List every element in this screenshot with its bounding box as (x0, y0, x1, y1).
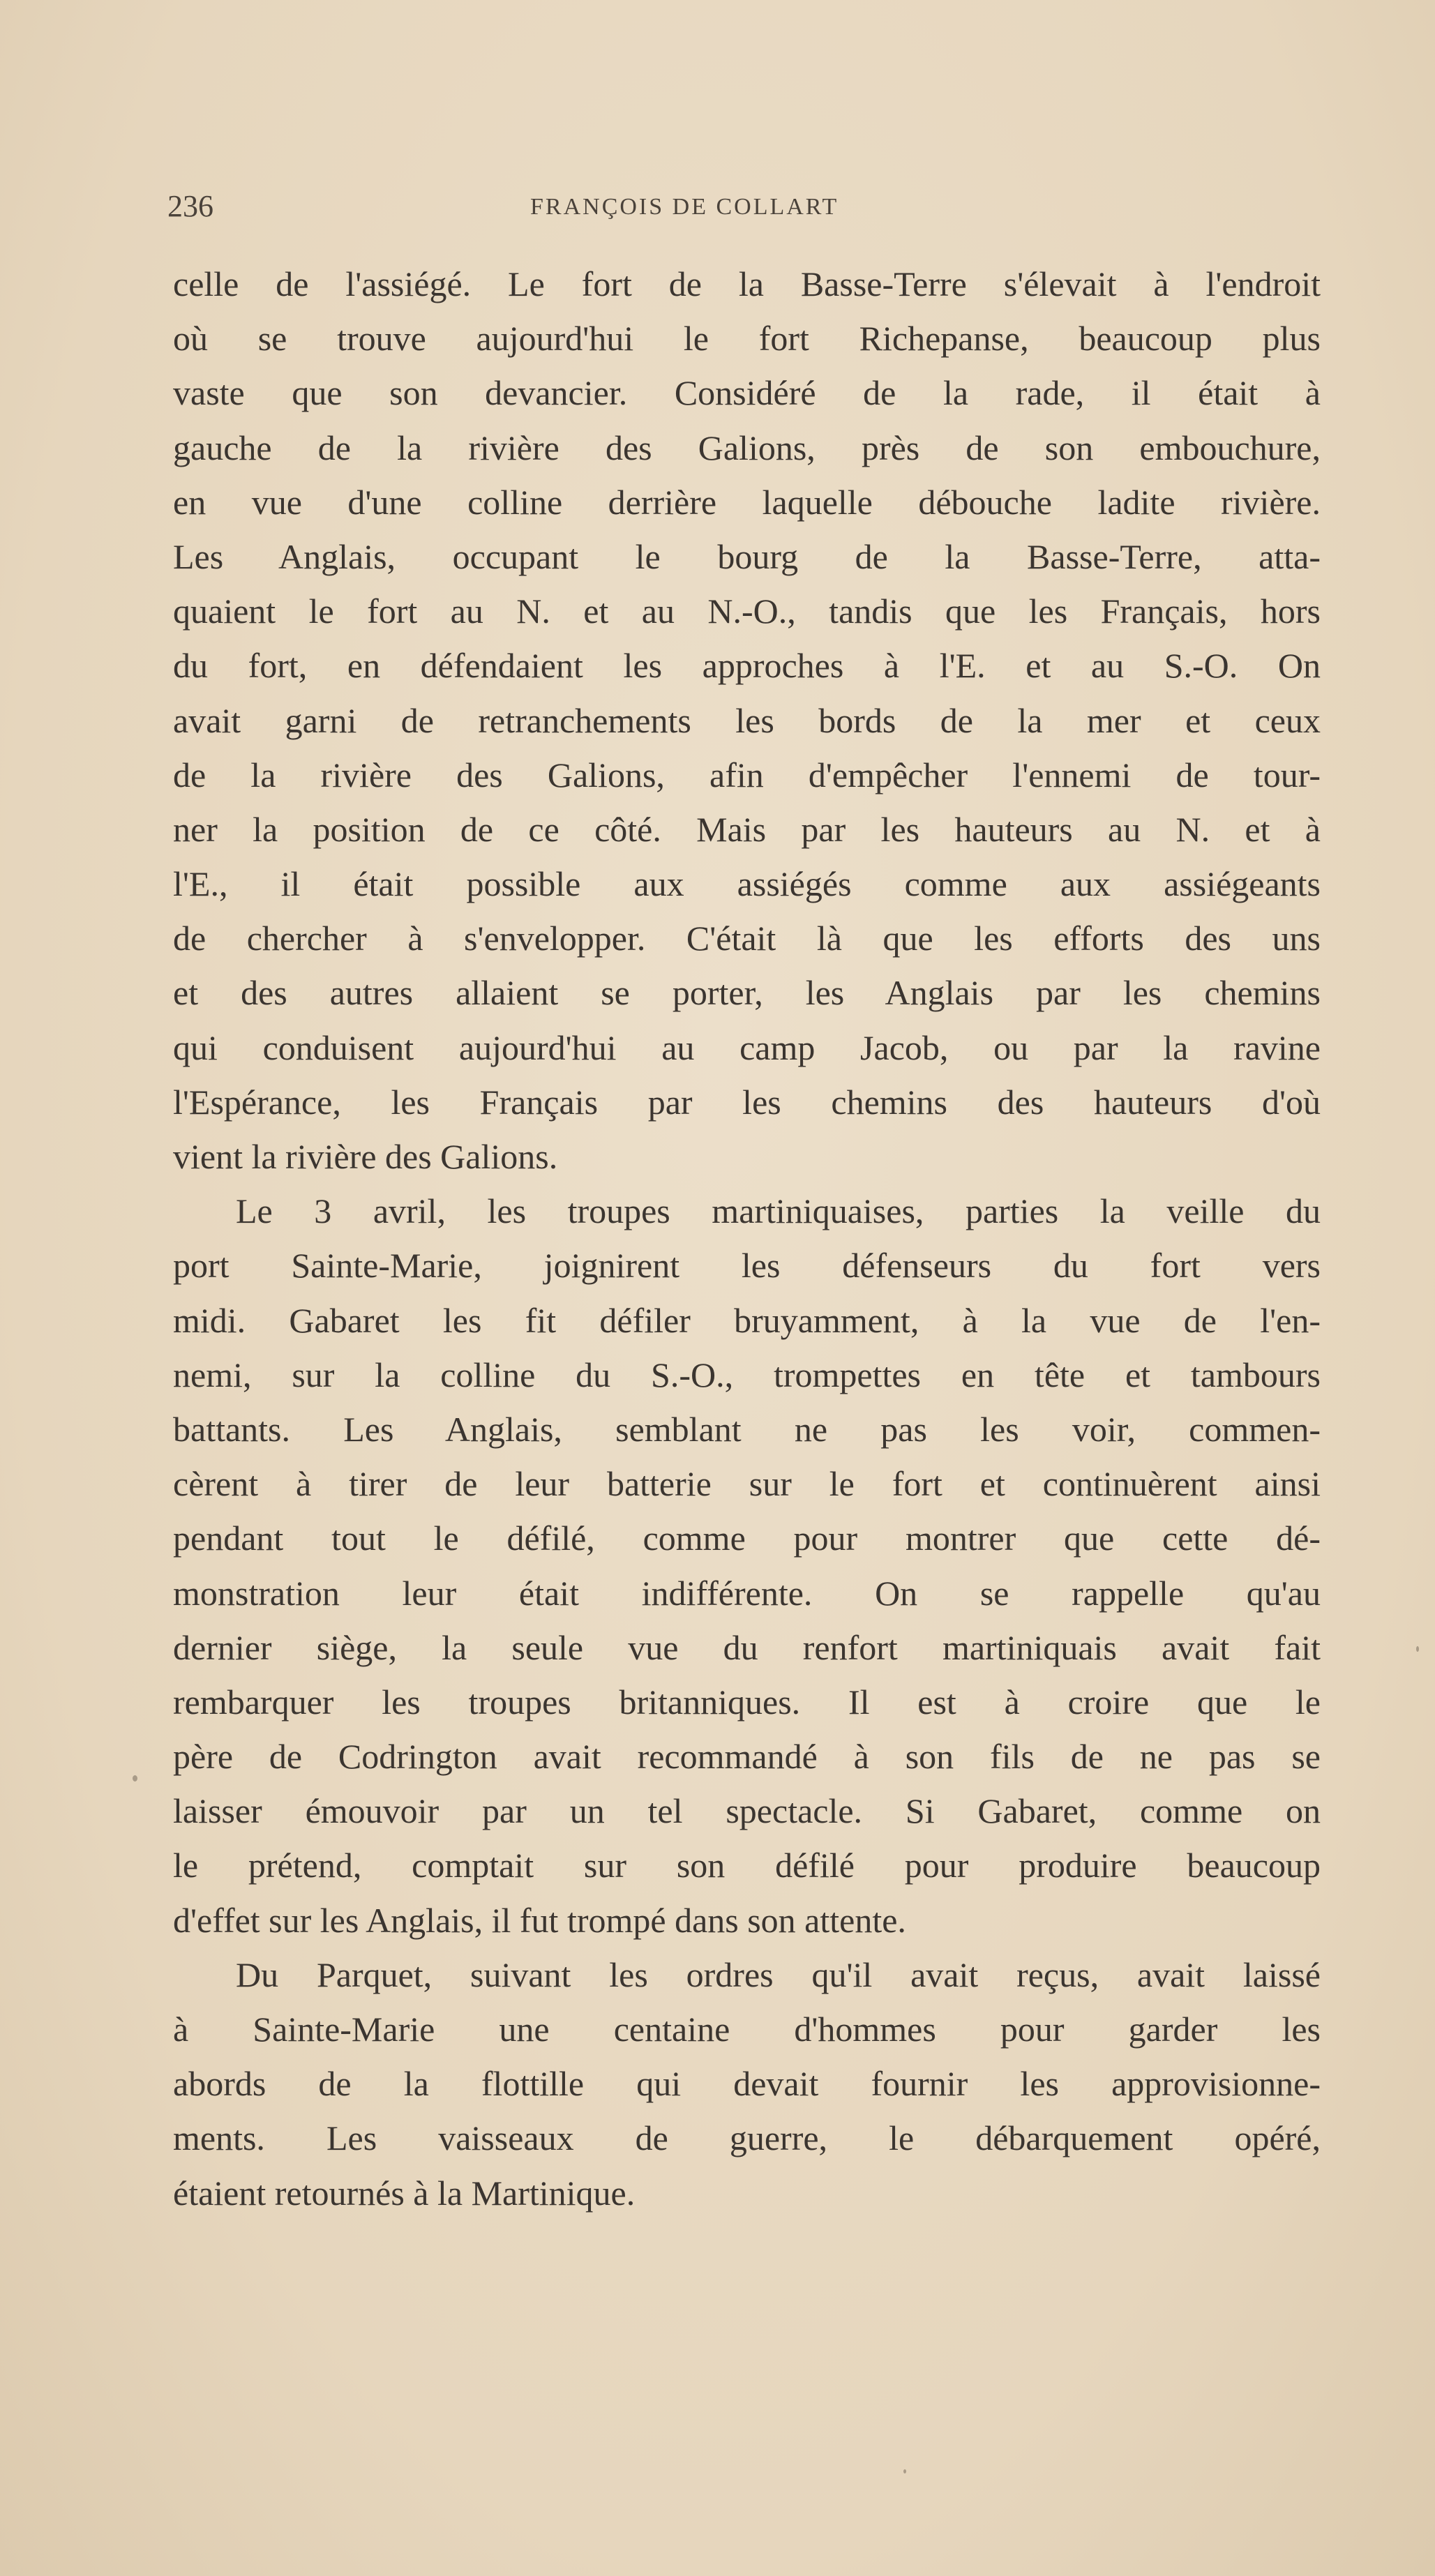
text-line: ments. Les vaisseaux de guerre, le débarquement opéré, (173, 2118, 1321, 2158)
text-line: laisser émouvoir par un tel spectacle. Si Gabaret, comme on (173, 1791, 1321, 1831)
page-number: 236 (167, 189, 213, 223)
text-line: cèrent à tirer de leur batterie sur le fort et continuèrent ainsi (173, 1464, 1321, 1504)
ink-speck (133, 1775, 137, 1782)
ink-speck (1416, 1646, 1419, 1652)
text-line: qui conduisent aujourd'hui au camp Jacob, ou par la ravine (173, 1027, 1321, 1067)
text-line: vaste que son devancier. Considéré de la rade, il était à (173, 373, 1321, 413)
page-header (167, 188, 1318, 230)
text-line: de la rivière des Galions, afin d'empêcher l'ennemi de tour- (173, 755, 1321, 794)
text-line: vient la rivière des Galions. (173, 1137, 558, 1176)
text-line: monstration leur était indifférente. On se rappelle qu'au (173, 1573, 1321, 1613)
text-line: l'Espérance, les Français par les chemins des hauteurs d'où (173, 1082, 1321, 1122)
text-line: étaient retournés à la Martinique. (173, 2173, 636, 2213)
text-line: du fort, en défendaient les approches à l'E. et au S.-O. On (173, 646, 1321, 686)
text-line: père de Codrington avait recommandé à son fils de ne pas se (173, 1737, 1321, 1777)
text-line: où se trouve aujourd'hui le fort Richepanse, beaucoup plus (173, 319, 1321, 359)
text-line: et des autres allaient se porter, les Anglais par les chemins (173, 973, 1321, 1013)
text-line: avait garni de retranchements les bords de la mer et ceux (173, 700, 1321, 740)
text-line: quaient le fort au N. et au N.-O., tandis que les Français, hors (173, 592, 1321, 631)
text-line: celle de l'assiégé. Le fort de la Basse-Terre s'élevait à l'endroit (173, 264, 1321, 303)
text-line: en vue d'une colline derrière laquelle débouche ladite rivière. (173, 482, 1321, 522)
text-line: nemi, sur la colline du S.-O., trompettes en tête et tambours (173, 1355, 1321, 1394)
text-line: pendant tout le défilé, comme pour montrer que cette dé- (173, 1519, 1321, 1558)
text-line: Du Parquet, suivant les ordres qu'il avait reçus, avait laissé (236, 1954, 1321, 1994)
text-line: de chercher à s'envelopper. C'était là que les efforts des uns (173, 919, 1321, 958)
text-line: rembarquer les troupes britanniques. Il est à croire que le (173, 1682, 1321, 1722)
body-text (173, 257, 1321, 2220)
running-title: FRANÇOIS DE COLLART (530, 194, 839, 220)
text-line: ner la position de ce côté. Mais par les hauteurs au N. et à (173, 809, 1321, 849)
text-line: battants. Les Anglais, semblant ne pas les voir, commen- (173, 1409, 1321, 1449)
text-line: le prétend, comptait sur son défilé pour produire beaucoup (173, 1846, 1321, 1885)
ink-speck (903, 2469, 906, 2473)
text-line: abords de la flottille qui devait fournir les approvisionne- (173, 2064, 1321, 2104)
text-line: à Sainte-Marie une centaine d'hommes pour garder les (173, 2010, 1321, 2049)
text-line: gauche de la rivière des Galions, près de son embouchure, (173, 428, 1321, 467)
text-line: dernier siège, la seule vue du renfort martiniquais avait fait (173, 1627, 1321, 1667)
text-line: l'E., il était possible aux assiégés comme aux assiégeants (173, 864, 1321, 904)
text-line: midi. Gabaret les fit défiler bruyamment, à la vue de l'en- (173, 1300, 1321, 1340)
text-line: Les Anglais, occupant le bourg de la Basse-Terre, atta- (173, 536, 1321, 576)
text-line: port Sainte-Marie, joignirent les défenseurs du fort vers (173, 1246, 1321, 1286)
text-line: Le 3 avril, les troupes martiniquaises, parties la veille du (236, 1191, 1321, 1231)
text-line: d'effet sur les Anglais, il fut trompé dans son attente. (173, 1900, 906, 1940)
